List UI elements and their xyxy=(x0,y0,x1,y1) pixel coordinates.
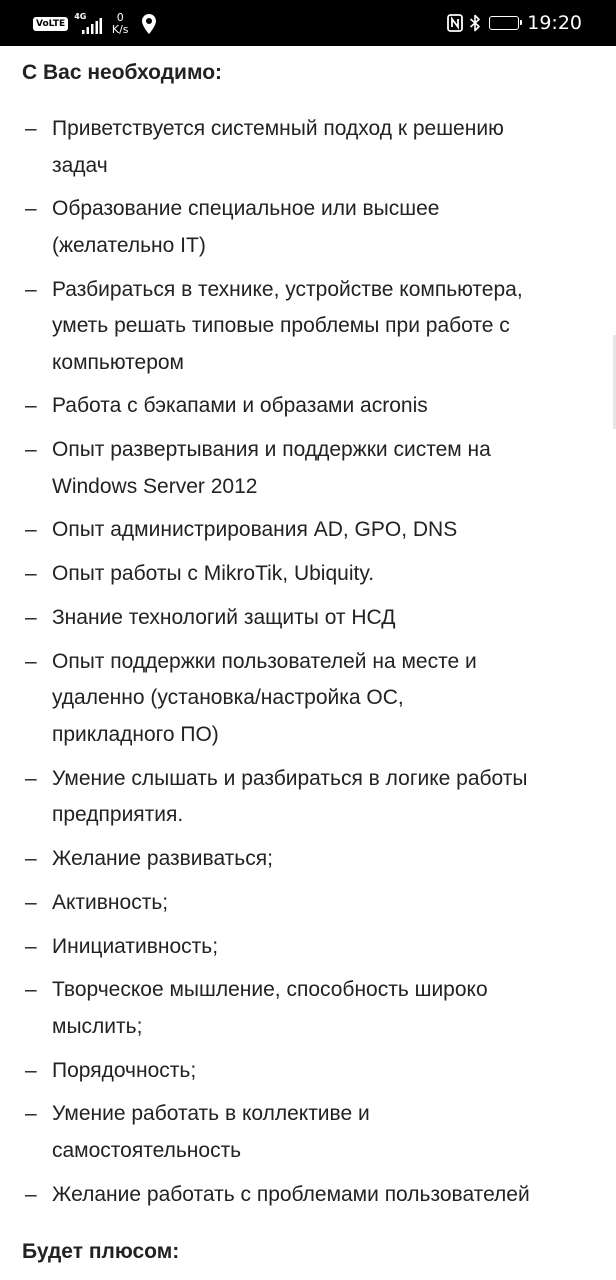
requirement-text xyxy=(52,191,608,264)
requirement-line: Умение работать в коллективе и xyxy=(52,1102,370,1126)
signal-icon xyxy=(82,18,102,34)
requirement-line: Опыт администрирования AD, GPO, DNS xyxy=(52,518,458,542)
requirement-text xyxy=(52,600,608,637)
requirement-line: самостоятельность xyxy=(52,1138,242,1162)
requirement-line: Порядочность; xyxy=(52,1058,197,1082)
list-dash: – xyxy=(25,934,37,958)
requirement-item xyxy=(0,111,616,184)
requirement-line: компьютером xyxy=(52,350,184,374)
requirements-list xyxy=(0,111,616,1221)
list-dash: – xyxy=(25,649,37,673)
requirement-text xyxy=(52,432,608,505)
status-bar-right xyxy=(447,8,582,38)
plus-heading: Будет плюсом: xyxy=(22,1240,180,1263)
requirement-line: Опыт поддержки пользователей на месте и xyxy=(52,649,477,673)
requirement-line: Опыт развертывания и поддержки систем на xyxy=(52,438,491,462)
clock-time: 19:20 xyxy=(527,12,582,34)
battery-icon xyxy=(489,16,519,30)
list-dash: – xyxy=(25,277,37,301)
requirement-item xyxy=(0,388,616,425)
location-icon xyxy=(142,14,156,34)
list-dash: – xyxy=(25,1182,37,1206)
list-dash: – xyxy=(25,1058,37,1082)
list-dash: – xyxy=(25,606,37,630)
requirement-text xyxy=(52,885,608,922)
list-dash: – xyxy=(25,1102,37,1126)
requirement-item xyxy=(0,556,616,593)
requirement-line: Работа с бэкапами и образами acronis xyxy=(52,394,428,418)
requirement-line: уметь решать типовые проблемы при работе с xyxy=(52,314,510,338)
requirement-item xyxy=(0,1096,616,1169)
volte-badge: VoLTE xyxy=(33,17,68,31)
list-dash: – xyxy=(25,438,37,462)
list-dash: – xyxy=(25,394,37,418)
requirement-item xyxy=(0,885,616,922)
requirement-item xyxy=(0,761,616,834)
requirement-text xyxy=(52,111,608,184)
requirement-line: Опыт работы с MikroTik, Ubiquity. xyxy=(52,562,375,586)
nfc-icon xyxy=(447,14,463,32)
requirement-line: Инициативность; xyxy=(52,934,219,958)
requirement-item xyxy=(0,512,616,549)
requirement-text xyxy=(52,761,608,834)
requirement-item xyxy=(0,272,616,382)
requirement-line: Желание работать с проблемами пользователей xyxy=(52,1182,530,1206)
requirement-line: Желание развиваться; xyxy=(52,846,273,870)
network-speed-unit: K/s xyxy=(111,23,129,36)
requirement-line: задач xyxy=(52,153,108,177)
list-dash: – xyxy=(25,117,37,140)
requirement-line: Разбираться в технике, устройстве компьютера, xyxy=(52,277,523,301)
requirement-text xyxy=(52,272,608,382)
requirement-text xyxy=(52,1096,608,1169)
vacancy-content xyxy=(0,46,616,1280)
requirement-item xyxy=(0,1053,616,1090)
bluetooth-icon xyxy=(469,14,481,32)
requirement-item xyxy=(0,972,616,1045)
requirement-line: Образование специальное или высшее xyxy=(52,197,440,221)
requirement-text xyxy=(52,512,608,549)
requirement-text xyxy=(52,929,608,966)
requirement-item xyxy=(0,1177,616,1214)
list-dash: – xyxy=(25,562,37,586)
requirement-line: Знание технологий защиты от НСД xyxy=(52,606,396,630)
list-dash: – xyxy=(25,890,37,914)
requirement-text xyxy=(52,556,608,593)
list-dash: – xyxy=(25,197,37,221)
network-speed xyxy=(108,12,132,36)
requirement-line: удаленно (установка/настройка ОС, xyxy=(52,686,404,710)
status-bar xyxy=(0,0,616,46)
list-dash: – xyxy=(25,978,37,1002)
requirement-item xyxy=(0,432,616,505)
requirement-line: (желательно IT) xyxy=(52,233,206,257)
battery-level: 65 xyxy=(497,17,511,27)
requirement-text xyxy=(52,1177,608,1214)
requirement-item xyxy=(0,600,616,637)
requirement-line: Творческое мышление, способность широко xyxy=(52,978,488,1002)
list-dash: – xyxy=(25,766,37,790)
requirement-line: предприятия. xyxy=(52,803,184,827)
signal-group xyxy=(74,13,102,35)
list-dash: – xyxy=(25,518,37,542)
requirement-line: Активность; xyxy=(52,890,169,914)
requirement-item xyxy=(0,841,616,878)
requirement-text xyxy=(52,841,608,878)
requirement-item xyxy=(0,191,616,264)
requirement-text xyxy=(52,644,608,754)
requirement-item xyxy=(0,929,616,966)
requirements-heading: С Вас необходимо: xyxy=(22,61,223,84)
requirement-line: мыслить; xyxy=(52,1014,143,1038)
requirement-text xyxy=(52,972,608,1045)
requirement-text xyxy=(52,388,608,425)
list-dash: – xyxy=(25,846,37,870)
requirement-line: прикладного ПО) xyxy=(52,722,219,746)
status-bar-left xyxy=(33,10,156,38)
network-type-label: 4G xyxy=(74,12,87,21)
requirement-text xyxy=(52,1053,608,1090)
requirement-line: Приветствуется системный подход к решению xyxy=(52,117,504,140)
requirement-line: Windows Server 2012 xyxy=(52,474,258,498)
requirement-line: Умение слышать и разбираться в логике работы xyxy=(52,766,528,790)
requirement-item xyxy=(0,644,616,754)
network-speed-value: 0 xyxy=(116,11,124,24)
